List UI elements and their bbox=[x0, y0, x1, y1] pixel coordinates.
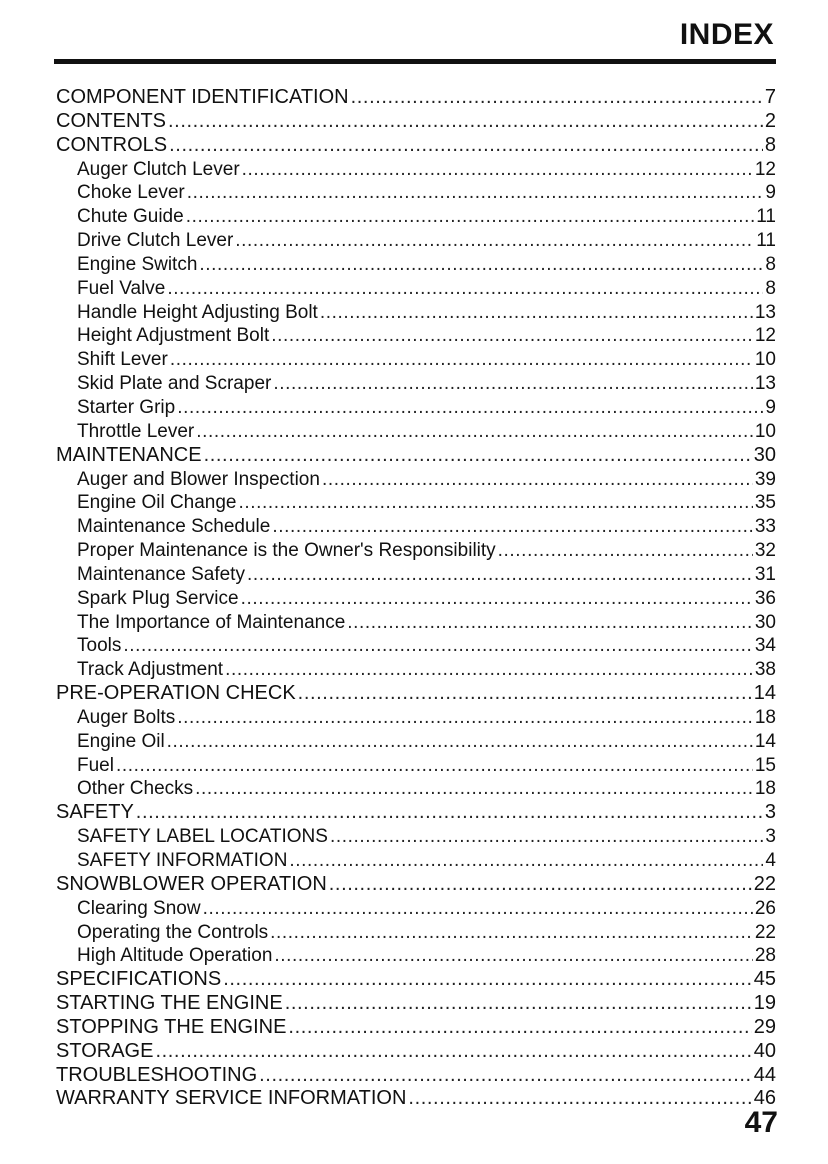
dot-leader bbox=[168, 110, 763, 134]
index-entry-sub bbox=[56, 324, 776, 348]
entry-page-number: 9 bbox=[765, 182, 776, 204]
entry-label: Spark Plug Service bbox=[77, 587, 239, 609]
index-entry-sub bbox=[56, 491, 776, 515]
dot-leader bbox=[259, 1064, 752, 1088]
dot-leader bbox=[270, 921, 753, 945]
entry-page-number: 15 bbox=[754, 754, 776, 776]
entry-label: SPECIFICATIONS bbox=[56, 968, 222, 991]
dot-leader bbox=[330, 825, 763, 849]
dot-leader bbox=[199, 253, 763, 277]
entry-page-number: 39 bbox=[754, 468, 776, 490]
dot-leader bbox=[235, 229, 754, 253]
index-entry-sub bbox=[56, 611, 776, 635]
entry-page-number: 33 bbox=[754, 516, 776, 538]
index-entry-sub bbox=[56, 706, 776, 730]
entry-label: Fuel Valve bbox=[77, 277, 166, 299]
entry-label: Skid Plate and Scraper bbox=[77, 373, 272, 395]
dot-leader bbox=[271, 324, 753, 348]
entry-label: Engine Switch bbox=[77, 253, 198, 275]
dot-leader bbox=[155, 1040, 751, 1064]
entry-label: PRE-OPERATION CHECK bbox=[56, 682, 296, 705]
dot-leader bbox=[242, 158, 753, 182]
index-entry-sub bbox=[56, 348, 776, 372]
dot-leader bbox=[186, 205, 755, 229]
index-entry-main bbox=[56, 444, 776, 468]
entry-page-number: 4 bbox=[765, 850, 776, 871]
dot-leader bbox=[285, 992, 752, 1016]
dot-leader bbox=[273, 372, 753, 396]
index-entry-sub bbox=[56, 515, 776, 539]
entry-page-number: 8 bbox=[765, 253, 776, 275]
index-entry-main bbox=[56, 1064, 776, 1088]
index-entry-main bbox=[56, 110, 776, 134]
index-entry-sub bbox=[56, 372, 776, 396]
index-entry-main bbox=[56, 801, 776, 825]
entry-page-number: 10 bbox=[754, 420, 776, 442]
dot-leader bbox=[347, 611, 753, 635]
index-entry-sub bbox=[56, 420, 776, 444]
entry-label: SNOWBLOWER OPERATION bbox=[56, 872, 327, 895]
entry-page-number: 10 bbox=[754, 349, 776, 371]
entry-label: Maintenance Safety bbox=[77, 563, 245, 585]
dot-leader bbox=[203, 897, 753, 921]
entry-page-number: 14 bbox=[753, 682, 776, 705]
index-entry-main bbox=[56, 1016, 776, 1040]
entry-page-number: 3 bbox=[764, 801, 776, 824]
entry-label: Clearing Snow bbox=[77, 897, 201, 919]
entry-page-number: 32 bbox=[754, 540, 776, 562]
dot-leader bbox=[351, 86, 763, 110]
index-entry-sub bbox=[56, 921, 776, 945]
dot-leader bbox=[241, 587, 753, 611]
entry-label: Starter Grip bbox=[77, 396, 176, 418]
index-entry-sub bbox=[56, 754, 776, 778]
title-divider bbox=[54, 59, 776, 64]
index-entry-sub bbox=[56, 301, 776, 325]
dot-leader bbox=[177, 706, 753, 730]
entry-page-number: 14 bbox=[754, 730, 776, 752]
index-entry-sub bbox=[56, 825, 776, 849]
entry-page-number: 7 bbox=[764, 86, 776, 108]
entry-label: MAINTENANCE bbox=[56, 443, 202, 466]
dot-leader bbox=[272, 515, 753, 539]
dot-leader bbox=[204, 444, 752, 468]
index-entry-main bbox=[56, 992, 776, 1016]
index-entry-sub bbox=[56, 658, 776, 682]
dot-leader bbox=[289, 849, 763, 873]
dot-leader bbox=[239, 491, 753, 515]
entry-page-number: 36 bbox=[754, 587, 776, 609]
entry-label: TROUBLESHOOTING bbox=[56, 1063, 258, 1086]
index-entry-sub bbox=[56, 897, 776, 921]
entry-label: Drive Clutch Lever bbox=[77, 230, 234, 252]
index-entry-main bbox=[56, 682, 776, 706]
dot-leader bbox=[298, 682, 752, 706]
entry-page-number: 11 bbox=[756, 230, 776, 252]
dot-leader bbox=[320, 301, 753, 325]
index-entry-sub bbox=[56, 468, 776, 492]
entry-label: Engine Oil bbox=[77, 730, 165, 752]
entry-page-number: 8 bbox=[764, 133, 776, 156]
entry-page-number: 30 bbox=[753, 443, 776, 466]
entry-label: Throttle Lever bbox=[77, 420, 195, 442]
dot-leader bbox=[123, 634, 753, 658]
index-entry-sub bbox=[56, 539, 776, 563]
entry-page-number: 3 bbox=[765, 826, 776, 848]
index-entry-main bbox=[56, 968, 776, 992]
entry-label: SAFETY LABEL LOCATIONS bbox=[77, 826, 328, 848]
index-entry-sub bbox=[56, 181, 776, 205]
index-entry-sub bbox=[56, 777, 776, 801]
index-entry-sub bbox=[56, 587, 776, 611]
dot-leader bbox=[187, 181, 764, 205]
dot-leader bbox=[274, 944, 752, 968]
dot-leader bbox=[322, 468, 753, 492]
index-entry-sub bbox=[56, 563, 776, 587]
entry-label: STARTING THE ENGINE bbox=[56, 992, 283, 1015]
entry-page-number: 12 bbox=[754, 325, 776, 347]
dot-leader bbox=[136, 801, 763, 825]
dot-leader bbox=[329, 873, 752, 897]
dot-leader bbox=[223, 968, 752, 992]
index-entry-sub bbox=[56, 158, 776, 182]
entry-page-number: 22 bbox=[754, 921, 776, 943]
entry-page-number: 26 bbox=[754, 897, 776, 919]
entry-label: Track Adjustment bbox=[77, 659, 224, 681]
entry-page-number: 44 bbox=[753, 1063, 776, 1086]
entry-page-number: 2 bbox=[764, 109, 776, 132]
entry-label: STORAGE bbox=[56, 1039, 154, 1062]
entry-label: COMPONENT IDENTIFICATION bbox=[56, 86, 349, 108]
entry-label: Height Adjustment Bolt bbox=[77, 325, 270, 347]
dot-leader bbox=[498, 539, 753, 563]
page-title: INDEX bbox=[679, 18, 774, 51]
dot-leader bbox=[225, 658, 753, 682]
entry-label: Operating the Controls bbox=[77, 921, 269, 943]
entry-label: SAFETY INFORMATION bbox=[77, 850, 288, 871]
index-entry-main bbox=[56, 1040, 776, 1064]
dot-leader bbox=[169, 134, 763, 158]
entry-label: Chute Guide bbox=[77, 206, 184, 228]
entry-page-number: 46 bbox=[753, 1087, 776, 1110]
entry-page-number: 30 bbox=[754, 611, 776, 633]
entry-label: Handle Height Adjusting Bolt bbox=[77, 301, 318, 323]
entry-label: Auger Bolts bbox=[77, 706, 176, 728]
dot-leader bbox=[167, 730, 753, 754]
entry-page-number: 12 bbox=[754, 158, 776, 180]
entry-label: Fuel bbox=[77, 754, 114, 776]
index-entry-sub bbox=[56, 944, 776, 968]
entry-page-number: 19 bbox=[753, 992, 776, 1015]
entry-page-number: 13 bbox=[754, 301, 776, 323]
entry-page-number: 22 bbox=[753, 872, 776, 895]
dot-leader bbox=[177, 396, 763, 420]
entry-page-number: 34 bbox=[754, 635, 776, 657]
entry-label: CONTROLS bbox=[56, 133, 168, 156]
index-entry-main bbox=[56, 134, 776, 158]
dot-leader bbox=[195, 777, 753, 801]
dot-leader bbox=[167, 277, 763, 301]
entry-page-number: 11 bbox=[756, 206, 776, 228]
entry-label: SAFETY bbox=[56, 801, 134, 824]
entry-page-number: 18 bbox=[754, 706, 776, 728]
index-entry-sub bbox=[56, 277, 776, 301]
index-entry-main bbox=[56, 873, 776, 897]
entry-page-number: 9 bbox=[765, 396, 776, 418]
index-entry-sub bbox=[56, 634, 776, 658]
entry-label: Engine Oil Change bbox=[77, 492, 237, 514]
index-entry-main bbox=[56, 1087, 776, 1111]
entry-label: CONTENTS bbox=[56, 109, 166, 132]
entry-label: High Altitude Operation bbox=[77, 945, 273, 967]
page-number: 47 bbox=[744, 1106, 778, 1139]
dot-leader bbox=[170, 348, 753, 372]
index-entry-sub bbox=[56, 205, 776, 229]
index-entry-sub bbox=[56, 229, 776, 253]
dot-leader bbox=[116, 754, 753, 778]
entry-label: Choke Lever bbox=[77, 182, 185, 204]
entry-page-number: 8 bbox=[765, 277, 776, 299]
entry-label: Shift Lever bbox=[77, 349, 168, 371]
index-entry-sub bbox=[56, 396, 776, 420]
entry-label: The Importance of Maintenance bbox=[77, 611, 346, 633]
entry-label: Proper Maintenance is the Owner's Responsibility bbox=[77, 540, 496, 562]
entry-page-number: 29 bbox=[753, 1015, 776, 1038]
index-entry-sub bbox=[56, 849, 776, 873]
index-list bbox=[56, 86, 776, 1111]
dot-leader bbox=[288, 1016, 751, 1040]
entry-label: STOPPING THE ENGINE bbox=[56, 1015, 287, 1038]
entry-label: Auger Clutch Lever bbox=[77, 158, 240, 180]
entry-page-number: 18 bbox=[754, 778, 776, 800]
entry-page-number: 31 bbox=[754, 563, 776, 585]
entry-label: WARRANTY SERVICE INFORMATION bbox=[56, 1087, 407, 1110]
index-entry-sub bbox=[56, 253, 776, 277]
entry-page-number: 45 bbox=[753, 968, 776, 991]
entry-label: Other Checks bbox=[77, 778, 194, 800]
entry-page-number: 40 bbox=[753, 1039, 776, 1062]
dot-leader bbox=[196, 420, 753, 444]
entry-page-number: 28 bbox=[754, 945, 776, 967]
entry-label: Tools bbox=[77, 635, 122, 657]
entry-page-number: 35 bbox=[754, 492, 776, 514]
index-entry-sub bbox=[56, 730, 776, 754]
index-entry-main bbox=[56, 86, 776, 110]
entry-label: Maintenance Schedule bbox=[77, 516, 271, 538]
entry-page-number: 38 bbox=[754, 659, 776, 681]
dot-leader bbox=[247, 563, 753, 587]
dot-leader bbox=[408, 1087, 751, 1111]
entry-page-number: 13 bbox=[754, 373, 776, 395]
entry-label: Auger and Blower Inspection bbox=[77, 468, 320, 490]
